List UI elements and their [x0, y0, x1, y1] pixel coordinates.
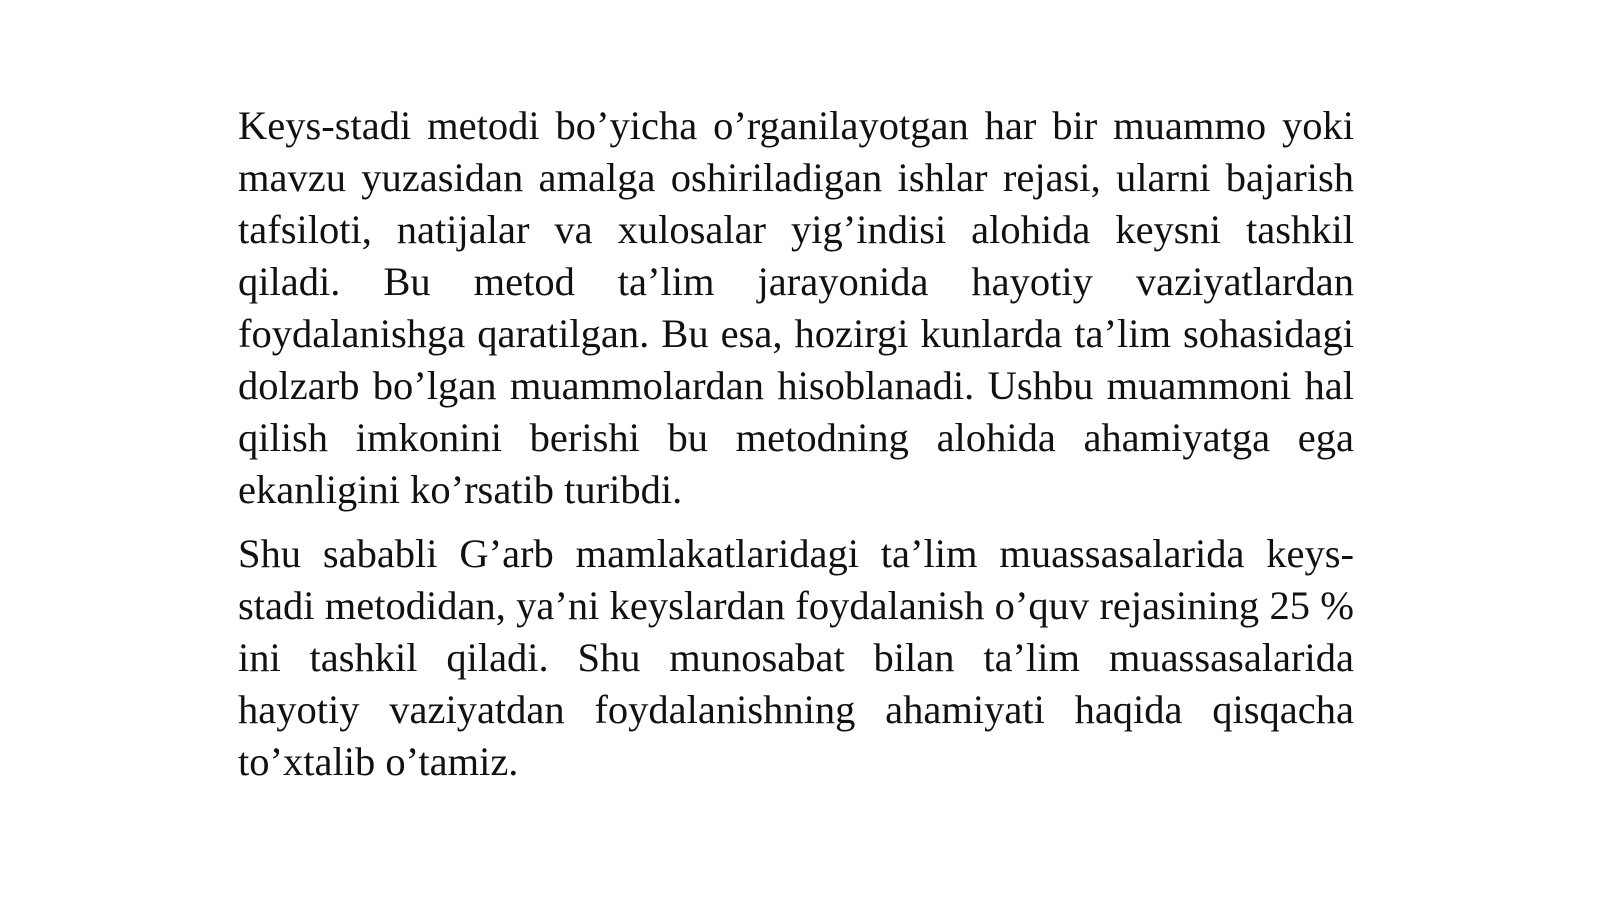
text-body	[238, 100, 1354, 788]
paragraph-1: Keys-stadi metodi bo’yicha o’rganilayotgan har bir muammo yoki mavzu yuzasidan amalga oshiriladigan ishlar rejasi, ularni bajarish tafsiloti, natijalar va xulosalar yig’indisi alohida keysni tashkil qiladi. Bu metod ta’lim jarayonida hayotiy vaziyatlardan foydalanishga qaratilgan. Bu esa, hozirgi kunlarda ta’lim sohasidagi dolzarb bo’lgan muammolardan hisoblanadi. Ushbu muammoni hal qilish imkonini berishi bu metodning alohida ahamiyatga ega ekanligini ko’rsatib turibdi.	[238, 103, 1354, 512]
paragraph-2: Shu sababli G’arb mamlakatlaridagi ta’lim muassasalarida keys-stadi metodidan, ya’ni keyslardan foydalanish o’quv rejasining 25 % ini tashkil qiladi. Shu munosabat bilan ta’lim muassasalarida hayotiy vaziyatdan foydalanishning ahamiyati haqida qisqacha to’xtalib o’tamiz.	[238, 531, 1354, 784]
